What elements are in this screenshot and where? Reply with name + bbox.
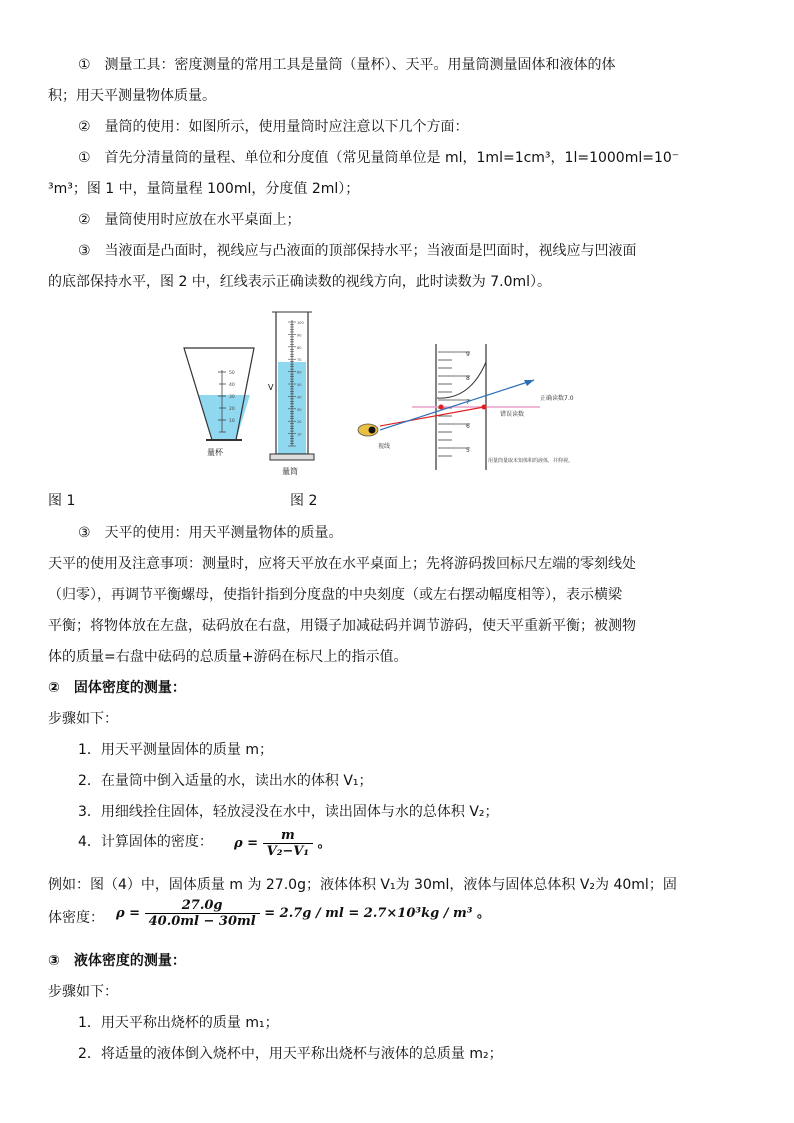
pupil-icon — [369, 427, 376, 434]
sight-arrow-icon — [524, 380, 534, 386]
text-example: 例如：图（4）中，固体质量 m 为 27.0g；液体体积 V₁为 30ml，液体与固体总体积 V₂为 40ml；固 — [48, 877, 677, 893]
zoom-tick-label: 5 — [466, 447, 470, 454]
cylinder-tick-label: 70 — [297, 358, 302, 363]
formula-lhs: ρ = — [116, 906, 141, 921]
beaker-tick-label: 20 — [229, 407, 235, 412]
example-formula — [116, 898, 490, 929]
text-range-unit: ① 首先分清量筒的量程、单位和分度值（常见量筒单位是 ml，1ml=1cm³，1l=1000ml=10⁻ — [78, 150, 680, 166]
formula-result: = 2.7g / ml = 2.7×10³kg / m³ — [264, 906, 473, 921]
eye-label: 视线 — [378, 443, 391, 450]
cylinder-tick-label: 90 — [297, 333, 302, 338]
cylinder-tick-label: 40 — [297, 395, 302, 400]
zoom-tick-label: 8 — [466, 375, 470, 382]
step-liquid-1: 1．用天平称出烧杯的质量 m₁； — [78, 1015, 279, 1031]
figure-measuring-tools — [0, 300, 794, 490]
cylinder-tick-label: 10 — [297, 432, 302, 437]
caption-fig1: 图 1 — [48, 493, 76, 509]
text-balance-usage: ③ 天平的使用：用天平测量物体的质量。 — [78, 525, 343, 541]
beaker-water — [198, 395, 250, 440]
zoom-tick-label: 7 — [466, 399, 470, 406]
heading-liquid-density: ③ 液体密度的测量： — [48, 953, 186, 969]
volume-v-label: V — [268, 383, 274, 392]
text-meniscus: ③ 当液面是凸面时，视线应与凸液面的顶部保持水平；当液面是凹面时，视线应与凹液面 — [78, 243, 637, 259]
diagram-note: 用量筒量取未知体积的液体，并仰视。 — [488, 458, 574, 464]
steps-label-solid: 步骤如下： — [48, 711, 118, 727]
zoom-tick-label: 9 — [466, 351, 470, 358]
cylinder-tick-label: 30 — [297, 407, 302, 412]
text-measuring-tools-cont: 积；用天平测量物体质量。 — [48, 88, 216, 104]
formula-lhs: ρ = — [234, 836, 259, 851]
steps-label-liquid: 步骤如下： — [48, 984, 118, 1000]
cylinder-figure — [268, 312, 314, 476]
step-liquid-2: 2．将适量的液体倒入烧杯中，用天平称出烧杯与液体的总质量 m₂； — [78, 1046, 503, 1062]
caption-fig2: 图 2 — [290, 493, 318, 509]
formula-denominator: 40.0ml − 30ml — [148, 914, 256, 929]
beaker-tick-label: 30 — [229, 395, 235, 400]
text-example-cont: 体密度： — [48, 910, 104, 926]
heading-solid-density: ② 固体密度的测量： — [48, 680, 186, 696]
formula-numerator: 27.0g — [145, 898, 260, 914]
beaker-tick-label: 10 — [229, 419, 235, 424]
text-balance-notes-2: （归零），再调节平衡螺母，使指针指到分度盘的中央刻度（或左右摆动幅度相等），表示横梁 — [48, 587, 622, 603]
wrong-reading-label: 错误读数 — [500, 411, 525, 418]
cylinder-tick-label: 60 — [297, 370, 302, 375]
reading-dot — [482, 405, 487, 410]
formula-numerator: m — [263, 828, 313, 844]
formula-denominator: V₂−V₁ — [266, 844, 310, 859]
meniscus-curve — [437, 362, 486, 398]
cylinder-tick-label: 50 — [297, 383, 302, 387]
text-measuring-tools: ① 测量工具：密度测量的常用工具是量筒（量杯）、天平。用量筒测量固体和液体的体 — [78, 57, 616, 73]
text-balance-notes-4: 体的质量=右盘中砝码的总质量+游码在标尺上的指示值。 — [48, 649, 408, 665]
cylinder-label: 量筒 — [282, 467, 298, 476]
cylinder-tick-label: 100 — [297, 321, 304, 325]
cylinder-base — [270, 454, 314, 460]
formula-end: 。 — [476, 906, 490, 921]
text-balance-notes-3: 平衡；将物体放在左盘，砝码放在右盘，用镊子加减砝码并调节游码，使天平重新平衡；被测物 — [48, 618, 636, 634]
step-solid-1: 1．用天平测量固体的质量 m； — [78, 742, 273, 758]
density-formula — [234, 828, 331, 859]
step-solid-4: 4．计算固体的密度： — [78, 834, 213, 850]
beaker-tick-label: 50 — [229, 371, 235, 376]
text-horizontal-table: ② 量筒使用时应放在水平桌面上； — [78, 212, 301, 228]
text-cylinder-usage: ② 量筒的使用：如图所示，使用量筒时应注意以下几个方面： — [78, 119, 469, 135]
text-balance-notes: 天平的使用及注意事项：测量时，应将天平放在水平桌面上；先将游码拨回标尺左端的零刻线处 — [48, 556, 636, 572]
beaker-label: 量杯 — [207, 448, 223, 457]
reading-dot — [439, 405, 444, 410]
text-meniscus-cont: 的底部保持水平，图 2 中，红线表示正确读数的视线方向，此时读数为 7.0ml）。 — [48, 274, 552, 290]
reading-diagram — [358, 344, 574, 470]
correct-reading-label: 正确读数7.0 — [540, 395, 574, 402]
formula-end: 。 — [317, 836, 331, 851]
step-solid-2: 2．在量筒中倒入适量的水，读出水的体积 V₁； — [78, 773, 373, 789]
cylinder-tick-label: 80 — [297, 345, 302, 350]
beaker-figure — [184, 348, 254, 457]
step-solid-3: 3．用细线拴住固体，轻放浸没在水中，读出固体与水的总体积 V₂； — [78, 804, 499, 820]
text-range-unit-cont: ³m³；图 1 中，量筒量程 100ml，分度值 2ml）； — [48, 181, 360, 197]
cylinder-tick-label: 20 — [297, 420, 302, 425]
zoom-tick-label: 6 — [466, 423, 470, 430]
beaker-tick-label: 40 — [229, 383, 235, 388]
